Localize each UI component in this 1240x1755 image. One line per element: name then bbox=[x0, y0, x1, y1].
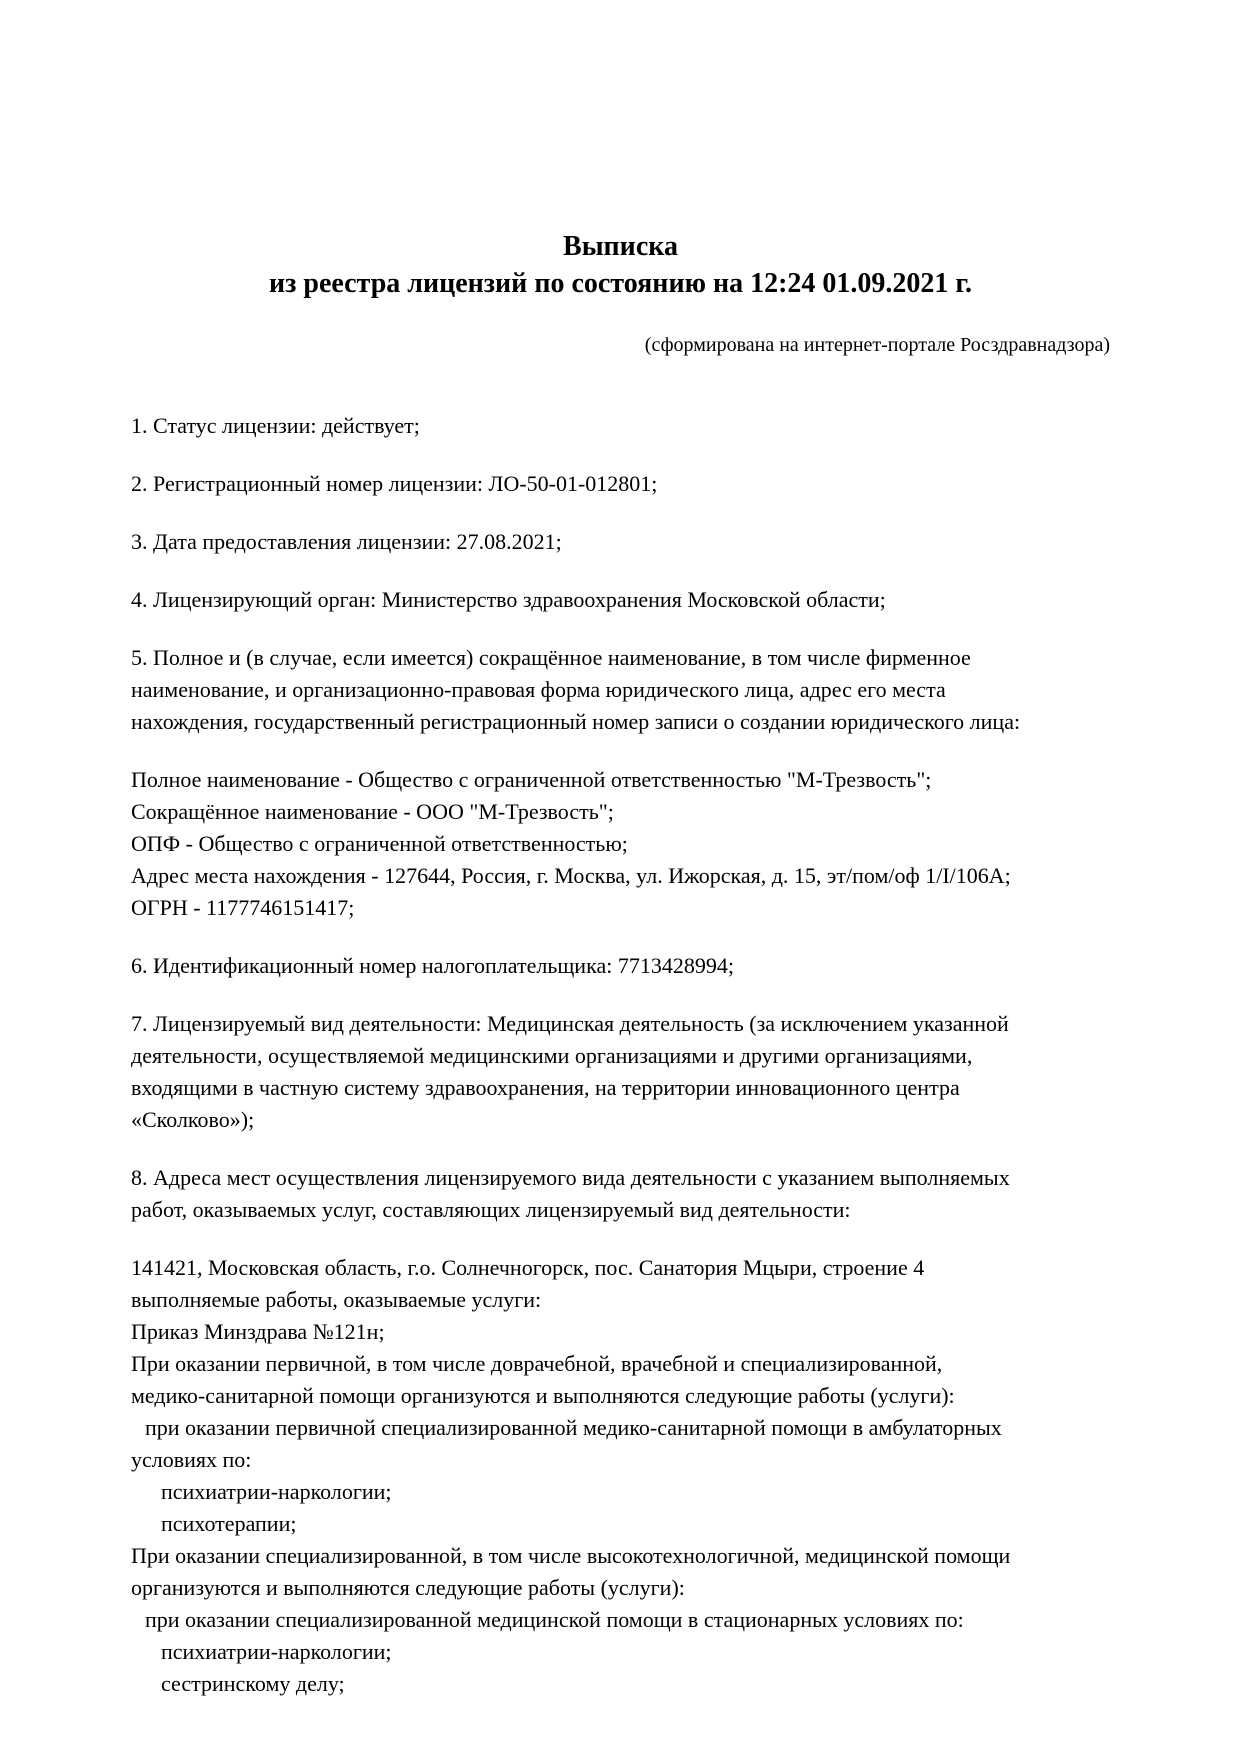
paragraph-line: 7. Лицензируемый вид деятельности: Медицинская деятельность (за исключением указанной bbox=[131, 1011, 1009, 1036]
paragraph-line: 3. Дата предоставления лицензии: 27.08.2021; bbox=[131, 529, 562, 554]
paragraph-line: ОПФ - Общество с ограниченной ответственностью; bbox=[131, 831, 628, 856]
paragraph-line: Приказ Минздрава №121н; bbox=[131, 1319, 385, 1344]
document-title-line2: из реестра лицензий по состоянию на 12:24 01.09.2021 г. bbox=[269, 268, 972, 299]
paragraph-line: психотерапии; bbox=[161, 1511, 297, 1536]
paragraph-line: входящими в частную систему здравоохранения, на территории инновационного центра bbox=[131, 1075, 960, 1100]
paragraph-line: 1. Статус лицензии: действует; bbox=[131, 413, 420, 438]
paragraph-line: медико-санитарной помощи организуются и выполняются следующие работы (услуги): bbox=[131, 1383, 955, 1408]
paragraph-line: работ, оказываемых услуг, составляющих лицензируемый вид деятельности: bbox=[131, 1197, 851, 1222]
document-title bbox=[131, 228, 1110, 302]
paragraph-line: При оказании специализированной, в том числе высокотехнологичной, медицинской помощи bbox=[131, 1543, 1011, 1568]
paragraph-line: выполняемые работы, оказываемые услуги: bbox=[131, 1287, 542, 1312]
paragraph-line: психиатрии-наркологии; bbox=[161, 1479, 392, 1504]
paragraph-line: 6. Идентификационный номер налогоплательщика: 7713428994; bbox=[131, 953, 734, 978]
paragraph bbox=[131, 764, 1110, 924]
paragraph-line: 141421, Московская область, г.о. Солнечногорск, пос. Санатория Мцыри, строение 4 bbox=[131, 1255, 925, 1280]
paragraph-line: условиях по: bbox=[131, 1447, 252, 1472]
paragraph-line: при оказании специализированной медицинской помощи в стационарных условиях по: bbox=[145, 1607, 964, 1632]
paragraph bbox=[131, 950, 1110, 982]
paragraph bbox=[131, 410, 1110, 442]
paragraph bbox=[131, 642, 1110, 738]
paragraph-line: 2. Регистрационный номер лицензии: ЛО-50-01-012801; bbox=[131, 471, 658, 496]
paragraph-line: 8. Адреса мест осуществления лицензируемого вида деятельности с указанием выполняемых bbox=[131, 1165, 1010, 1190]
paragraph-line: 5. Полное и (в случае, если имеется) сокращённое наименование, в том числе фирменное bbox=[131, 645, 971, 670]
paragraph-line: Адрес места нахождения - 127644, Россия, г. Москва, ул. Ижорская, д. 15, эт/пом/оф 1/I/106А; bbox=[131, 863, 1011, 888]
paragraph-line: сестринскому делу; bbox=[161, 1671, 345, 1696]
document-subtitle: (сформирована на интернет-портале Росздравнадзора) bbox=[644, 334, 1110, 356]
paragraph bbox=[131, 1162, 1110, 1226]
paragraph-line: при оказании первичной специализированной медико-санитарной помощи в амбулаторных bbox=[145, 1415, 1002, 1440]
paragraph bbox=[131, 526, 1110, 558]
document-title-line1: Выписка bbox=[563, 231, 678, 262]
paragraph-line: деятельности, осуществляемой медицинскими организациями и другими организациями, bbox=[131, 1043, 973, 1068]
paragraph-line: Сокращённое наименование - ООО "М-Трезвость"; bbox=[131, 799, 614, 824]
document-body bbox=[131, 410, 1110, 1700]
paragraph bbox=[131, 468, 1110, 500]
paragraph-line: организуются и выполняются следующие работы (услуги): bbox=[131, 1575, 685, 1600]
paragraph bbox=[131, 584, 1110, 616]
paragraph-line: ОГРН - 1177746151417; bbox=[131, 895, 355, 920]
paragraph-line: Полное наименование - Общество с ограниченной ответственностью "М-Трезвость"; bbox=[131, 767, 932, 792]
paragraph bbox=[131, 1252, 1110, 1700]
paragraph-line: наименование, и организационно-правовая форма юридического лица, адрес его места bbox=[131, 677, 946, 702]
paragraph-line: 4. Лицензирующий орган: Министерство здравоохранения Московской области; bbox=[131, 587, 886, 612]
paragraph-line: психиатрии-наркологии; bbox=[161, 1639, 392, 1664]
paragraph-line: При оказании первичной, в том числе доврачебной, врачебной и специализированной, bbox=[131, 1351, 943, 1376]
paragraph-line: нахождения, государственный регистрационный номер записи о создании юридического лица: bbox=[131, 709, 1021, 734]
paragraph-line: «Сколково»); bbox=[131, 1107, 255, 1132]
paragraph bbox=[131, 1008, 1110, 1136]
